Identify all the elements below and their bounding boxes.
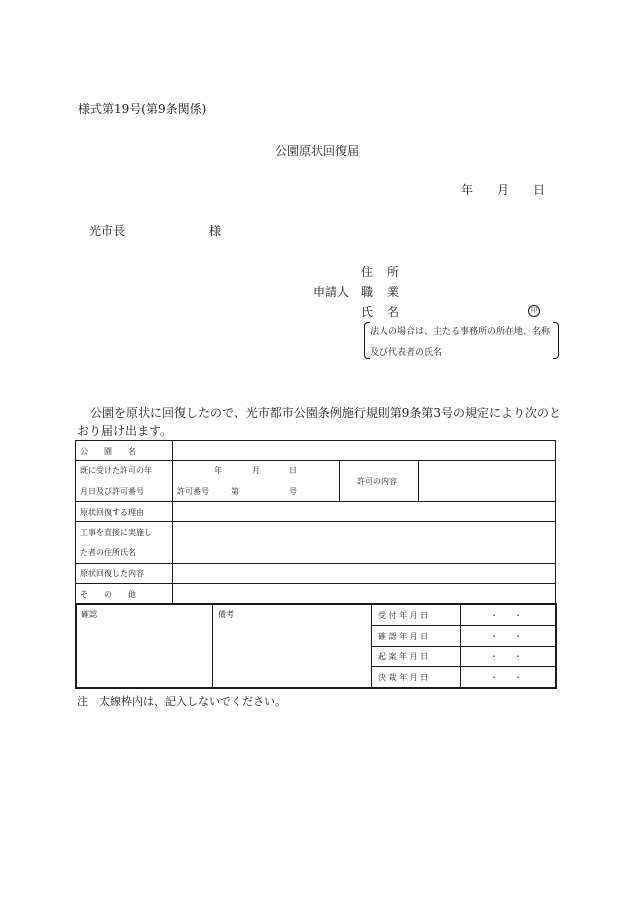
confirmed-date-value: ・ ・ — [490, 632, 522, 641]
occupation-label-1: 職 — [361, 285, 374, 299]
addressee: 光市長 — [89, 224, 126, 238]
occupation-label-2: 業 — [387, 285, 400, 299]
drafted-date-value: ・ ・ — [490, 652, 522, 661]
name-label-1: 氏 — [361, 305, 374, 319]
corporate-note-line1: 法人の場合は、主たる事務所の所在地、名称 — [370, 327, 551, 337]
other-label: そ の 他 — [80, 590, 136, 599]
approved-date-label: 決 裁 年 月 日 — [378, 673, 429, 682]
received-date-label: 受 付 年 月 日 — [378, 611, 429, 620]
body-text-line1: 公園を原状に回復したので、光市都市公園条例施行規則第9条第3号の規定により次のと — [90, 406, 562, 420]
permit-date-label-1: 既に受けた許可の年 — [80, 466, 152, 475]
name-label-2: 名 — [387, 305, 400, 319]
confirmed-date-label: 確 認 年 月 日 — [378, 632, 429, 641]
body-text-line2: おり届け出ます。 — [77, 424, 173, 438]
executor-label-1: 工事を直接に実施し — [80, 528, 152, 537]
permit-month-label: 月 — [252, 466, 260, 475]
document-title: 公園原状回復届 — [275, 144, 360, 158]
date-year-label: 年 — [461, 183, 474, 197]
executor-label-2: た者の住所氏名 — [80, 548, 136, 557]
permit-dai-label: 第 — [231, 487, 239, 496]
note-bracket-right — [553, 322, 559, 359]
permit-content-label: 許可の内容 — [357, 477, 397, 486]
permit-go-label: 号 — [289, 487, 297, 496]
footnote: 注 太線枠内は、記入しないでください。 — [77, 695, 286, 708]
approved-date-value: ・ ・ — [490, 673, 522, 682]
confirm-label: 確認 — [81, 610, 97, 619]
date-month-label: 月 — [497, 183, 510, 197]
restore-reason-label: 原状回復する理由 — [80, 508, 144, 517]
drafted-date-label: 起 案 年 月 日 — [378, 652, 429, 661]
address-label-1: 住 — [361, 265, 374, 279]
corporate-note-line2: 及び代表者の氏名 — [370, 348, 443, 358]
received-date-value: ・ ・ — [490, 611, 522, 620]
remarks-label: 備考 — [218, 610, 234, 619]
permit-number-label: 許可番号 — [177, 487, 209, 496]
permit-day-label: 日 — [289, 466, 297, 475]
park-name-label: 公 園 名 — [80, 447, 136, 456]
addressee-suffix: 様 — [209, 224, 222, 238]
date-day-label: 日 — [533, 183, 546, 197]
address-label-2: 所 — [387, 265, 400, 279]
seal-mark: 印 — [528, 305, 540, 317]
permit-year-label: 年 — [214, 466, 222, 475]
applicant-label: 申請人 — [313, 285, 350, 299]
permit-date-label-2: 月日及び許可番号 — [80, 487, 144, 496]
form-number: 様式第19号(第9条関係) — [78, 102, 207, 116]
restored-content-label: 原状回復した内容 — [80, 569, 144, 578]
